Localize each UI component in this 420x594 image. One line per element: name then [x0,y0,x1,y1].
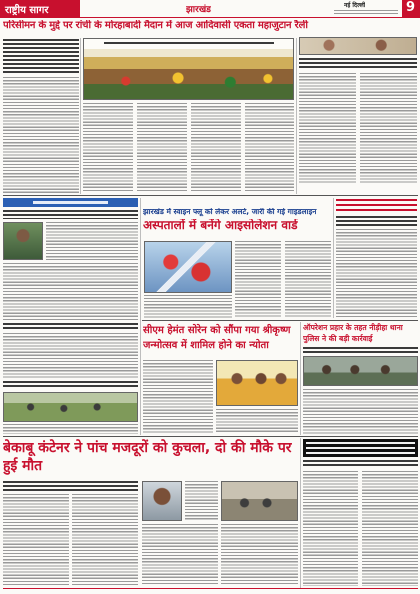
left-mid-subhead-2 [3,381,138,389]
container-accident-intro [3,481,138,491]
container-accident-body-1 [3,494,69,586]
rally-body-col-4 [245,103,294,193]
page-number-box [402,0,420,17]
right-bottom-headline-bar [303,439,418,457]
column-divider [300,438,301,588]
left-mid-photo [3,222,43,260]
cm-invitation-body-1 [143,360,213,434]
masthead [0,0,420,17]
swine-flu-body-3 [285,241,331,318]
column-divider [140,198,141,435]
rally-photo [83,38,294,100]
paper-name-block [0,0,80,17]
container-accident-headline: बेकाबू कंटेनर ने पांच मजदूरों को कुचला, दो की मौके पर हुई मौत [3,440,292,474]
swine-flu-caption [144,295,232,299]
container-accident-photo [221,481,298,521]
news-label-bar [3,198,138,207]
swine-flu-headline: अस्पतालों में बनेंगे आइसोलेशन वार्ड [143,219,298,232]
news-label-text [33,201,108,204]
rally-photo-caption-strip [84,39,294,49]
column-divider [300,322,301,435]
page-number: 9 [406,0,416,15]
footer-rule [3,588,418,589]
operation-prahar-body [303,389,418,434]
operation-prahar-subhead [303,347,418,353]
rally-intro-text [3,39,79,73]
container-accident-body-2 [72,494,138,586]
container-accident-portrait [142,481,182,521]
container-accident-body-5 [221,524,298,586]
right-mid-headline [336,199,417,213]
left-mid-body-2 [3,263,138,321]
right-top-headline [299,58,417,70]
rally-body-col-1 [83,103,133,193]
paper-name: राष्ट्रीय सागर [5,5,49,16]
rally-photo-caption-text [104,42,274,46]
section-rule [142,320,418,321]
left-mid-body-3 [3,333,138,379]
rally-body-left [3,77,79,193]
container-accident-body-3 [185,481,218,521]
section-rule [3,436,418,437]
left-mid-body-4 [3,424,138,434]
left-mid-body-1 [46,222,138,260]
operation-prahar-headline: ऑपरेशन प्रहार के तहत नीड़ीहा थाना पुलिस ने की बड़ी कार्रवाई [303,323,403,343]
rally-body-col-2 [137,103,187,193]
operation-prahar-photo [303,356,418,386]
left-mid-subhead-1 [3,323,138,331]
cm-invitation-photo [216,360,298,406]
right-bottom-intro [303,460,418,468]
container-accident-body-4 [142,524,218,586]
right-mid-body [336,229,417,318]
cm-invitation-headline: सीएम हेमंत सोरेन को सौंपा गया श्रीकृष्ण जन्मोत्सव में शामिल होने का न्योता [143,325,291,351]
right-top-body-col-1 [299,73,356,183]
right-mid-intro [336,216,417,226]
swine-flu-body-1 [144,301,232,318]
section-name: झारखंड [186,5,211,15]
swine-flu-kicker: झारखंड में स्वाइन फ्लू को लेकर अलर्ट, जारी की गई गाइडलाइन [143,208,317,216]
left-mid-headline [3,210,138,219]
city-name: नई दिल्ली [344,2,366,9]
right-bottom-body-2 [362,471,418,586]
swine-flu-body-2 [235,241,281,318]
right-bottom-body-1 [303,471,358,586]
dateline [334,10,398,14]
rally-body-col-3 [191,103,241,193]
rally-headline: परिसीमन के मुद्दे पर रांची के मोरहाबादी मैदान में आज आदिवासी एकता महाजुटान रैली [3,20,308,31]
column-divider [80,38,81,194]
leaders-photo [299,37,417,55]
swine-flu-photo [144,241,232,293]
column-divider [296,38,297,194]
right-bottom-headline-text [306,442,415,454]
field-workers-photo [3,392,138,422]
column-divider [333,198,334,318]
section-rule [3,195,418,196]
cm-invitation-body-2 [216,409,298,434]
masthead-rule [0,17,420,18]
right-top-body-col-2 [360,73,417,183]
